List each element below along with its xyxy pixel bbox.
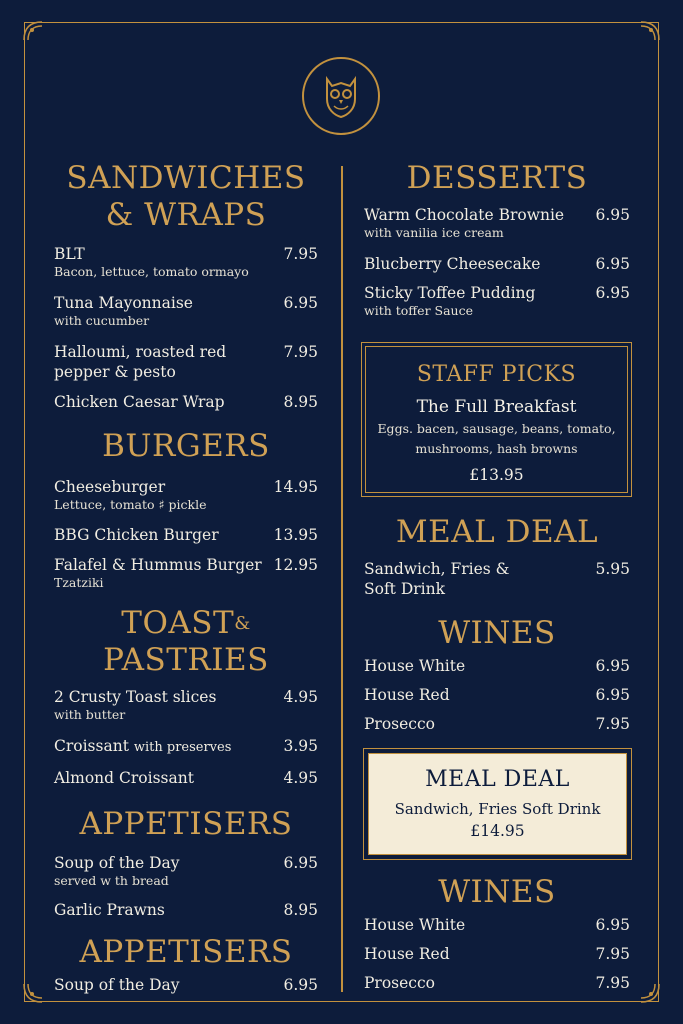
section-sandwiches xyxy=(54,160,318,412)
section-wines xyxy=(364,615,630,734)
menu-item: House Red 6.95 xyxy=(364,686,630,704)
section-burgers xyxy=(54,428,318,591)
section-heading: WINES xyxy=(438,615,556,651)
menu-item: Blucberry Cheesecake 6.95 xyxy=(364,255,630,273)
staff-picks-title: STAFF PICKS xyxy=(416,362,577,387)
section-meal-deal xyxy=(364,514,630,599)
menu-item: 2 Crusty Toast slices 4.95 with butter xyxy=(54,688,318,722)
menu-item: Halloumi, roasted red pepper & pesto 7.95 xyxy=(54,343,318,381)
meal-deal-box xyxy=(363,748,632,860)
menu-item: BLT 7.95 Bacon, lettuce, tomato ormayo xyxy=(54,245,318,279)
menu-item: Tuna Mayonnaise 6.95 with cucumber xyxy=(54,294,318,328)
menu-item: Warm Chocolate Brownie 6.95 with vanilia ice cream xyxy=(364,206,630,240)
section-appetisers xyxy=(54,806,318,920)
column-divider xyxy=(341,166,343,992)
menu-item: Falafel & Hummus Burger 12.95 Tzatziki xyxy=(54,556,318,590)
menu-item: Sticky Toffee Pudding 6.95 with toffer Sauce xyxy=(364,284,630,318)
menu-item: Prosecco 7.95 xyxy=(364,715,630,733)
menu-item: House Red 7.95 xyxy=(364,945,630,963)
staff-picks-box xyxy=(361,342,632,497)
right-column-lower xyxy=(364,514,630,734)
corner-ornament-top-left-icon xyxy=(22,20,44,42)
section-heading: APPETISERS xyxy=(79,934,293,970)
staff-picks-desc: mushrooms, hash browns xyxy=(415,441,578,456)
section-toast-pastries xyxy=(54,605,318,788)
owl-icon xyxy=(304,59,378,133)
menu-item: Croissant with preserves 3.95 xyxy=(54,737,318,755)
menu-item: Cheeseburger 14.95 Lettuce, tomato ♯ pickle xyxy=(54,478,318,512)
staff-picks-dish: The Full Breakfast xyxy=(416,397,577,417)
staff-picks-desc: Eggs. bacen, sausage, beans, tomato, xyxy=(377,421,616,436)
corner-ornament-bottom-right-icon xyxy=(639,982,661,1004)
staff-picks-price: £13.95 xyxy=(469,466,524,484)
section-appetisers-2 xyxy=(54,934,318,995)
meal-deal-price: £14.95 xyxy=(470,822,525,840)
menu-item: Chicken Caesar Wrap 8.95 xyxy=(54,393,318,411)
section-heading: DESSERTS xyxy=(406,160,588,196)
menu-item: House White 6.95 xyxy=(364,657,630,675)
right-column-bottom xyxy=(364,874,630,993)
section-heading: SANDWICHES & WRAPS xyxy=(66,160,306,233)
section-desserts xyxy=(364,160,630,319)
menu-item: Prosecco 7.95 xyxy=(364,974,630,992)
meal-deal-desc: Sandwich, Fries Soft Drink xyxy=(394,800,601,818)
menu-item: Garlic Prawns 8.95 xyxy=(54,901,318,919)
section-heading: TOAST& PASTRIES xyxy=(103,605,269,678)
owl-logo xyxy=(302,57,380,135)
section-heading: APPETISERS xyxy=(79,806,293,842)
menu-item: Almond Croissant 4.95 xyxy=(54,769,318,787)
section-wines-2 xyxy=(364,874,630,993)
menu-item: Soup of the Day 6.95 xyxy=(54,976,318,994)
meal-deal-title: MEAL DEAL xyxy=(425,767,570,792)
right-column xyxy=(364,160,630,319)
corner-ornament-top-right-icon xyxy=(639,20,661,42)
corner-ornament-bottom-left-icon xyxy=(22,982,44,1004)
section-heading: MEAL DEAL xyxy=(395,514,599,550)
menu-item: Sandwich, Fries & Soft Drink 5.95 xyxy=(364,560,630,598)
menu-item: BBG Chicken Burger 13.95 xyxy=(54,526,318,544)
menu-item: Soup of the Day 6.95 served w th bread xyxy=(54,854,318,888)
left-column xyxy=(54,160,318,995)
section-heading: WINES xyxy=(438,874,556,910)
menu-item: House White 6.95 xyxy=(364,916,630,934)
section-heading: BURGERS xyxy=(102,428,270,464)
